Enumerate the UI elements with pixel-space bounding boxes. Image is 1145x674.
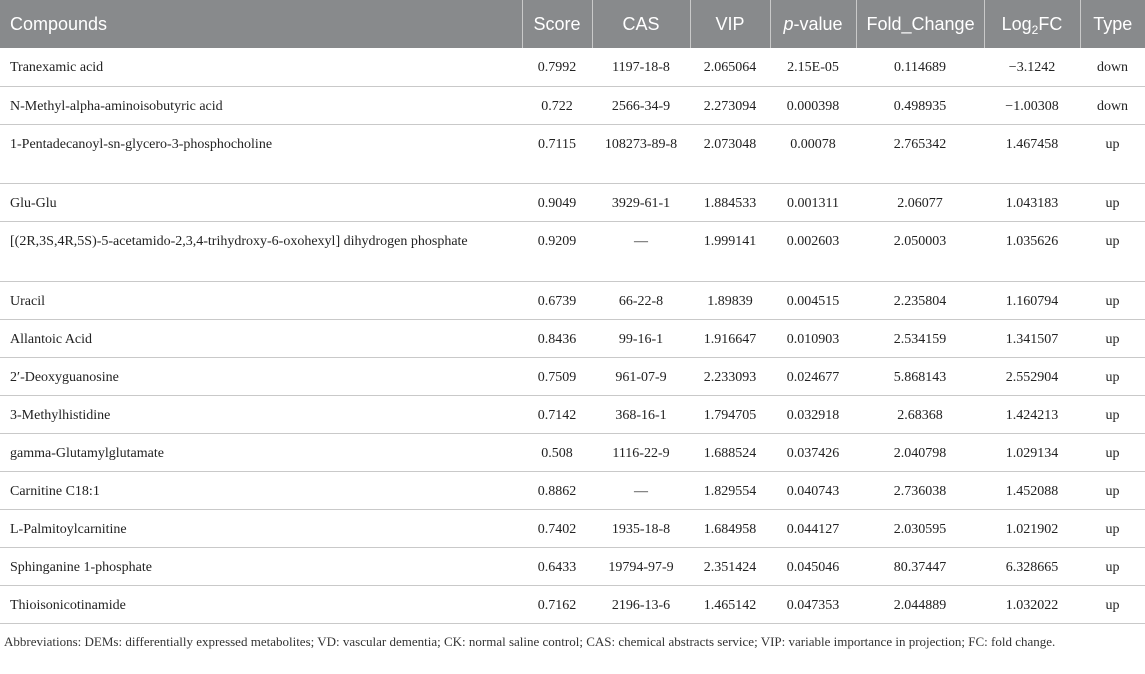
- cell-p-value: 2.15E-05: [770, 48, 856, 86]
- cell-p-value: 0.047353: [770, 585, 856, 623]
- cell-type: up: [1080, 509, 1145, 547]
- cell-cas: —: [592, 221, 690, 281]
- cell-cas: 1116-22-9: [592, 433, 690, 471]
- cell-log2fc: 1.424213: [984, 395, 1080, 433]
- cell-compound: Glu-Glu: [0, 183, 522, 221]
- cell-score: 0.8862: [522, 471, 592, 509]
- header-cas: CAS: [592, 0, 690, 48]
- table-row: [0, 547, 1145, 585]
- cell-vip: 1.829554: [690, 471, 770, 509]
- header-type: Type: [1080, 0, 1145, 48]
- cell-vip: 2.065064: [690, 48, 770, 86]
- cell-log2fc: 1.021902: [984, 509, 1080, 547]
- cell-log2fc: −1.00308: [984, 86, 1080, 124]
- cell-log2fc: 1.341507: [984, 319, 1080, 357]
- cell-p-value: 0.010903: [770, 319, 856, 357]
- header-p-value: [770, 0, 856, 48]
- cell-type: up: [1080, 547, 1145, 585]
- cell-p-value: 0.001311: [770, 183, 856, 221]
- cell-p-value: 0.037426: [770, 433, 856, 471]
- cell-compound: 1-Pentadecanoyl-sn-glycero-3-phosphocholine: [0, 124, 522, 183]
- cell-p-value: 0.002603: [770, 221, 856, 281]
- cell-type: down: [1080, 86, 1145, 124]
- cell-compound: Sphinganine 1-phosphate: [0, 547, 522, 585]
- cell-fold-change: 2.534159: [856, 319, 984, 357]
- cell-type: up: [1080, 395, 1145, 433]
- cell-compound: Uracil: [0, 281, 522, 319]
- cell-vip: 1.916647: [690, 319, 770, 357]
- cell-p-value: 0.004515: [770, 281, 856, 319]
- table-footnote: Abbreviations: DEMs: differentially expressed metabolites; VD: vascular dementia; CK: normal saline control; CAS: chemical abstracts service; VIP: variable importance in projection; FC: fold change.: [4, 633, 1056, 649]
- header-log-prefix: Log: [1001, 13, 1032, 34]
- table-row: [0, 395, 1145, 433]
- cell-type: up: [1080, 281, 1145, 319]
- cell-score: 0.9049: [522, 183, 592, 221]
- cell-log2fc: 1.029134: [984, 433, 1080, 471]
- cell-p-value: 0.032918: [770, 395, 856, 433]
- cell-compound: Thioisonicotinamide: [0, 585, 522, 623]
- cell-p-value: 0.045046: [770, 547, 856, 585]
- cell-compound: Carnitine C18:1: [0, 471, 522, 509]
- cell-log2fc: 1.032022: [984, 585, 1080, 623]
- cell-type: up: [1080, 221, 1145, 281]
- header-fold-change: Fold_Change: [856, 0, 984, 48]
- header-score: Score: [522, 0, 592, 48]
- cell-p-value: 0.00078: [770, 124, 856, 183]
- cell-cas: 99-16-1: [592, 319, 690, 357]
- cell-vip: 1.884533: [690, 183, 770, 221]
- cell-fold-change: 2.030595: [856, 509, 984, 547]
- cell-fold-change: 2.040798: [856, 433, 984, 471]
- header-log2fc: [984, 0, 1080, 48]
- table-row: [0, 281, 1145, 319]
- cell-log2fc: 1.035626: [984, 221, 1080, 281]
- cell-log2fc: 2.552904: [984, 357, 1080, 395]
- cell-type: up: [1080, 124, 1145, 183]
- cell-compound: 3-Methylhistidine: [0, 395, 522, 433]
- table-row: [0, 124, 1145, 183]
- cell-score: 0.8436: [522, 319, 592, 357]
- cell-type: up: [1080, 183, 1145, 221]
- cell-vip: 1.465142: [690, 585, 770, 623]
- cell-type: up: [1080, 471, 1145, 509]
- cell-cas: 961-07-9: [592, 357, 690, 395]
- cell-type: up: [1080, 433, 1145, 471]
- cell-score: 0.722: [522, 86, 592, 124]
- cell-cas: 3929-61-1: [592, 183, 690, 221]
- cell-fold-change: 2.765342: [856, 124, 984, 183]
- cell-compound: L-Palmitoylcarnitine: [0, 509, 522, 547]
- cell-cas: 368-16-1: [592, 395, 690, 433]
- cell-vip: 2.351424: [690, 547, 770, 585]
- cell-p-value: 0.044127: [770, 509, 856, 547]
- header-vip: VIP: [690, 0, 770, 48]
- cell-log2fc: −3.1242: [984, 48, 1080, 86]
- cell-fold-change: 2.235804: [856, 281, 984, 319]
- cell-cas: 2196-13-6: [592, 585, 690, 623]
- cell-log2fc: 6.328665: [984, 547, 1080, 585]
- cell-type: up: [1080, 319, 1145, 357]
- table-row: [0, 221, 1145, 281]
- table-row: [0, 357, 1145, 395]
- cell-fold-change: 2.044889: [856, 585, 984, 623]
- table-row: [0, 585, 1145, 623]
- table-row: [0, 183, 1145, 221]
- header-log-suffix: FC: [1038, 13, 1063, 34]
- cell-score: 0.7402: [522, 509, 592, 547]
- cell-vip: 1.794705: [690, 395, 770, 433]
- cell-fold-change: 2.06077: [856, 183, 984, 221]
- cell-log2fc: 1.452088: [984, 471, 1080, 509]
- cell-cas: 1935-18-8: [592, 509, 690, 547]
- cell-vip: 1.89839: [690, 281, 770, 319]
- cell-score: 0.7992: [522, 48, 592, 86]
- cell-cas: 19794-97-9: [592, 547, 690, 585]
- table-row: [0, 509, 1145, 547]
- cell-score: 0.7115: [522, 124, 592, 183]
- cell-compound: Allantoic Acid: [0, 319, 522, 357]
- cell-p-value: 0.040743: [770, 471, 856, 509]
- cell-score: 0.7509: [522, 357, 592, 395]
- cell-fold-change: 0.114689: [856, 48, 984, 86]
- header-log-sub: 2: [1031, 22, 1039, 37]
- cell-type: down: [1080, 48, 1145, 86]
- cell-vip: 1.684958: [690, 509, 770, 547]
- table-row: [0, 86, 1145, 124]
- cell-compound: gamma-Glutamylglutamate: [0, 433, 522, 471]
- cell-type: up: [1080, 585, 1145, 623]
- cell-log2fc: 1.160794: [984, 281, 1080, 319]
- table-header-row: [0, 0, 1145, 48]
- header-compounds: Compounds: [0, 0, 522, 48]
- cell-type: up: [1080, 357, 1145, 395]
- cell-vip: 2.073048: [690, 124, 770, 183]
- cell-cas: 2566-34-9: [592, 86, 690, 124]
- cell-fold-change: 2.736038: [856, 471, 984, 509]
- cell-cas: 108273-89-8: [592, 124, 690, 183]
- header-p-italic: p: [783, 13, 794, 34]
- cell-score: 0.9209: [522, 221, 592, 281]
- cell-p-value: 0.024677: [770, 357, 856, 395]
- table-row: [0, 433, 1145, 471]
- cell-vip: 2.233093: [690, 357, 770, 395]
- table-row: [0, 319, 1145, 357]
- cell-fold-change: 2.68368: [856, 395, 984, 433]
- cell-vip: 1.688524: [690, 433, 770, 471]
- cell-cas: 66-22-8: [592, 281, 690, 319]
- cell-vip: 1.999141: [690, 221, 770, 281]
- cell-fold-change: 80.37447: [856, 547, 984, 585]
- cell-compound: 2′-Deoxyguanosine: [0, 357, 522, 395]
- cell-log2fc: 1.043183: [984, 183, 1080, 221]
- cell-vip: 2.273094: [690, 86, 770, 124]
- cell-score: 0.7162: [522, 585, 592, 623]
- cell-compound: N-Methyl-alpha-aminoisobutyric acid: [0, 86, 522, 124]
- cell-score: 0.508: [522, 433, 592, 471]
- table-row: [0, 471, 1145, 509]
- header-p-suffix: -value: [793, 13, 843, 34]
- cell-compound: [(2R,3S,4R,5S)-5-acetamido-2,3,4-trihydroxy-6-oxohexyl] dihydrogen phosphate: [0, 221, 522, 281]
- cell-log2fc: 1.467458: [984, 124, 1080, 183]
- cell-cas: 1197-18-8: [592, 48, 690, 86]
- cell-score: 0.6433: [522, 547, 592, 585]
- cell-score: 0.7142: [522, 395, 592, 433]
- table-row: [0, 48, 1145, 86]
- table-body: [0, 48, 1145, 623]
- cell-compound: Tranexamic acid: [0, 48, 522, 86]
- cell-score: 0.6739: [522, 281, 592, 319]
- cell-cas: —: [592, 471, 690, 509]
- cell-fold-change: 5.868143: [856, 357, 984, 395]
- cell-p-value: 0.000398: [770, 86, 856, 124]
- cell-fold-change: 2.050003: [856, 221, 984, 281]
- cell-fold-change: 0.498935: [856, 86, 984, 124]
